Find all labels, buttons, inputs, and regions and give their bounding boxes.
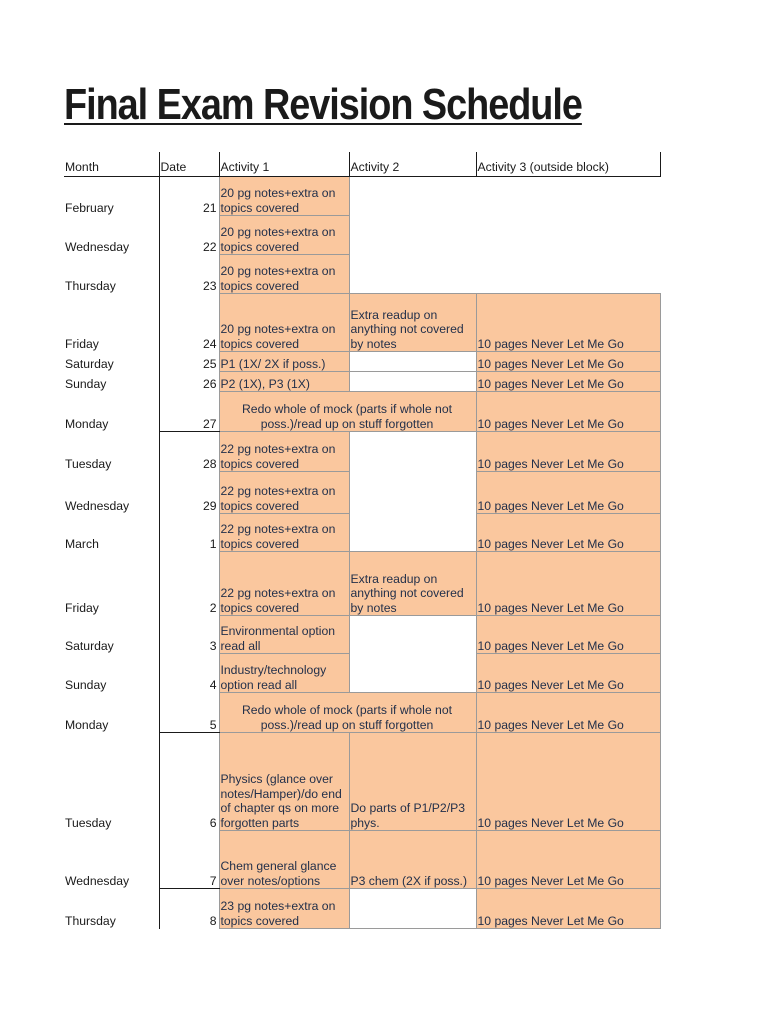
- header-date: Date: [159, 152, 219, 177]
- row-activity-3: 10 pages Never Let Me Go: [476, 654, 660, 693]
- row-activity-1: 22 pg notes+extra on topics covered: [219, 552, 349, 616]
- table-row: [64, 294, 660, 352]
- header-month: Month: [64, 152, 159, 177]
- row-day: Wednesday: [65, 874, 130, 888]
- row-date: 1: [159, 514, 219, 552]
- row-date: 5: [159, 693, 219, 733]
- row-activity-1: 20 pg notes+extra on topics covered: [219, 216, 349, 255]
- table-row: [64, 889, 660, 929]
- row-activity-3: [476, 216, 660, 255]
- row-activity-3: 10 pages Never Let Me Go: [476, 831, 660, 889]
- row-day: Saturday: [65, 357, 114, 371]
- row-activity-3: 10 pages Never Let Me Go: [476, 693, 660, 733]
- table-row: [64, 432, 660, 472]
- row-date: 2: [159, 552, 219, 616]
- row-date: 27: [159, 392, 219, 432]
- row-activity-2: [349, 255, 476, 294]
- row-day: Sunday: [65, 377, 107, 391]
- row-activity-1: 20 pg notes+extra on topics covered: [219, 255, 349, 294]
- row-activity-3: 10 pages Never Let Me Go: [476, 514, 660, 552]
- row-date: 8: [159, 889, 219, 929]
- row-date: 21: [159, 177, 219, 216]
- table-row: [64, 831, 660, 889]
- row-day: Tuesday: [65, 457, 112, 471]
- row-date: 28: [159, 432, 219, 472]
- row-date: 4: [159, 654, 219, 693]
- row-activity-3: 10 pages Never Let Me Go: [476, 616, 660, 654]
- table-row: [64, 216, 660, 255]
- row-activity-1: Chem general glance over notes/options: [219, 831, 349, 889]
- row-activity-2: [349, 216, 476, 255]
- row-activity-2: Extra readup on anything not covered by notes: [349, 294, 476, 352]
- row-date: 25: [159, 352, 219, 372]
- row-day: Saturday: [65, 639, 114, 653]
- row-date: 24: [159, 294, 219, 352]
- row-activity-3: 10 pages Never Let Me Go: [476, 372, 660, 392]
- header-activity-1: Activity 1: [219, 152, 349, 177]
- table-row: [64, 177, 660, 216]
- row-date: 29: [159, 472, 219, 514]
- row-activity-1: P2 (1X), P3 (1X): [219, 372, 349, 392]
- row-activity-1: Redo whole of mock (parts if whole not poss.)/read up on stuff forgotten: [219, 392, 476, 432]
- table-row: [64, 616, 660, 654]
- table-row: [64, 255, 660, 294]
- row-activity-3: [476, 177, 660, 216]
- row-activity-1: 20 pg notes+extra on topics covered: [219, 294, 349, 352]
- table-row: [64, 552, 660, 616]
- row-day: Thursday: [65, 914, 116, 928]
- row-activity-2: [349, 352, 476, 372]
- table-row: [64, 693, 660, 733]
- row-day: Sunday: [65, 678, 107, 692]
- row-activity-2: [349, 372, 476, 392]
- row-activity-1: Industry/technology option read all: [219, 654, 349, 693]
- row-date: 7: [159, 831, 219, 889]
- row-activity-1: 22 pg notes+extra on topics covered: [219, 514, 349, 552]
- table-row: [64, 372, 660, 392]
- row-activity-2: [349, 177, 476, 216]
- row-activity-1: 20 pg notes+extra on topics covered: [219, 177, 349, 216]
- row-activity-1: 23 pg notes+extra on topics covered: [219, 889, 349, 929]
- row-activity-2: P3 chem (2X if poss.): [349, 831, 476, 889]
- row-activity-2: Do parts of P1/P2/P3 phys.: [349, 733, 476, 831]
- table-row: [64, 352, 660, 372]
- row-date: 22: [159, 216, 219, 255]
- table-row: [64, 392, 660, 432]
- row-activity-2: [349, 616, 476, 693]
- row-day: Friday: [65, 601, 99, 615]
- row-activity-3: 10 pages Never Let Me Go: [476, 352, 660, 372]
- row-activity-1: Redo whole of mock (parts if whole not poss.)/read up on stuff forgotten: [219, 693, 476, 733]
- schedule-table: [64, 152, 661, 929]
- header-activity-3: Activity 3 (outside block): [476, 152, 660, 177]
- row-date: 3: [159, 616, 219, 654]
- row-date: 26: [159, 372, 219, 392]
- row-day: Monday: [65, 417, 109, 431]
- row-activity-1: Physics (glance over notes/Hamper)/do end of chapter qs on more forgotten parts: [219, 733, 349, 831]
- row-activity-1: 22 pg notes+extra on topics covered: [219, 432, 349, 472]
- row-day: Wednesday: [65, 499, 130, 513]
- row-day: March: [65, 537, 99, 551]
- row-activity-3: 10 pages Never Let Me Go: [476, 432, 660, 472]
- row-day: Friday: [65, 337, 99, 351]
- row-day: Wednesday: [65, 240, 130, 254]
- row-activity-1: P1 (1X/ 2X if poss.): [219, 352, 349, 372]
- row-activity-3: 10 pages Never Let Me Go: [476, 733, 660, 831]
- header-row: [64, 152, 660, 177]
- row-activity-2: [349, 432, 476, 552]
- row-date: 6: [159, 733, 219, 831]
- page-title: Final Exam Revision Schedule: [64, 80, 582, 129]
- row-day: Tuesday: [65, 816, 112, 830]
- row-activity-1: 22 pg notes+extra on topics covered: [219, 472, 349, 514]
- table-row: [64, 733, 660, 831]
- row-activity-2: Extra readup on anything not covered by notes: [349, 552, 476, 616]
- row-activity-1: Environmental option read all: [219, 616, 349, 654]
- row-activity-2: [349, 889, 476, 929]
- row-activity-3: 10 pages Never Let Me Go: [476, 472, 660, 514]
- row-activity-3: 10 pages Never Let Me Go: [476, 552, 660, 616]
- row-activity-3: 10 pages Never Let Me Go: [476, 294, 660, 352]
- row-day: Monday: [65, 718, 109, 732]
- header-activity-2: Activity 2: [349, 152, 476, 177]
- row-activity-3: 10 pages Never Let Me Go: [476, 392, 660, 432]
- row-day: February: [65, 201, 114, 215]
- row-activity-3: 10 pages Never Let Me Go: [476, 889, 660, 929]
- row-activity-3: [476, 255, 660, 294]
- row-date: 23: [159, 255, 219, 294]
- row-day: Thursday: [65, 279, 116, 293]
